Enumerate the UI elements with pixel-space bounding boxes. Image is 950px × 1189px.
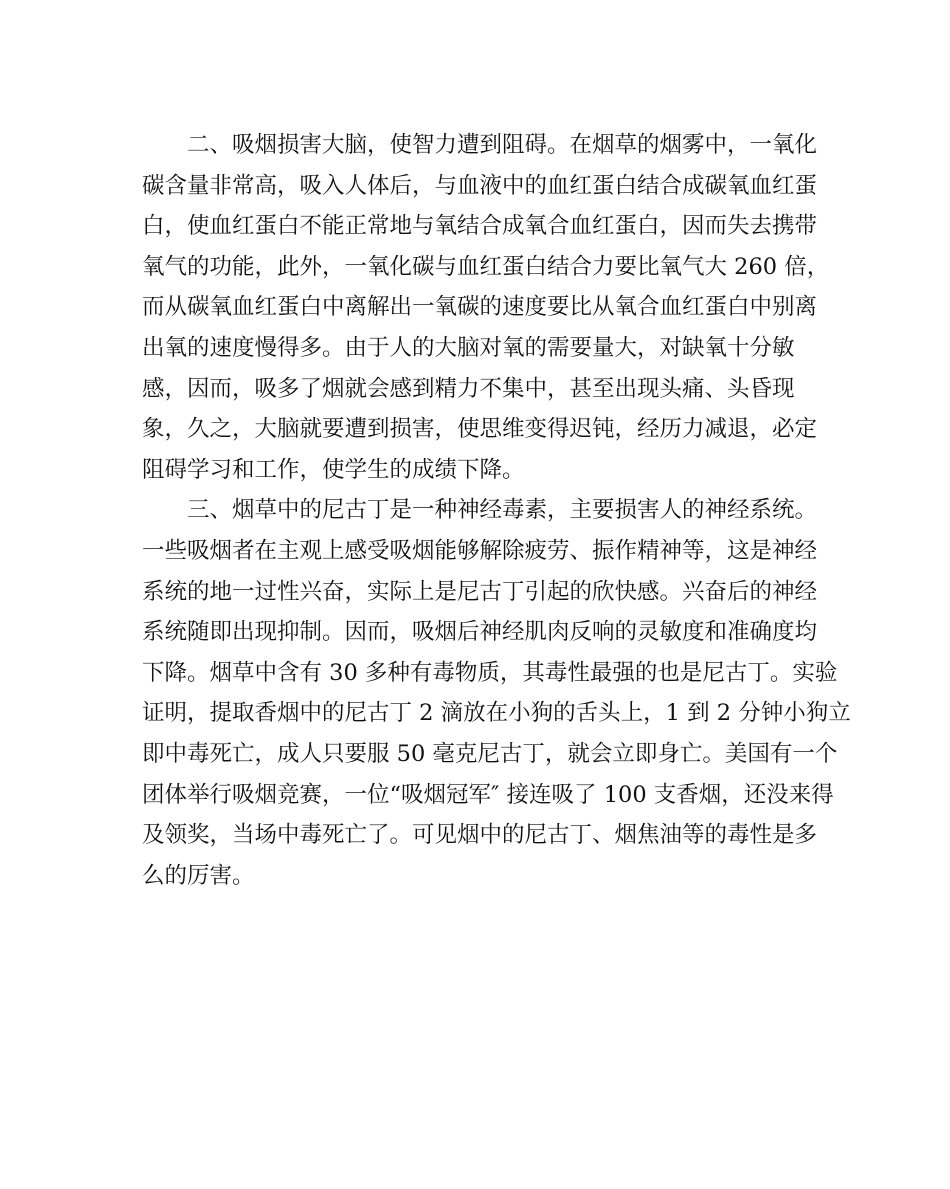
paragraph-line: 系统随即出现抑制。因而，吸烟后神经肌肉反响的灵敏度和准确度均 — [142, 619, 818, 646]
paragraph-line: 二、吸烟损害大脑，使智力遭到阻碍。在烟草的烟雾中，一氧化 — [187, 132, 818, 158]
paragraph-line: 氧气的功能，此外，一氧化碳与血红蛋白结合力要比氧气大 260 倍， — [142, 253, 830, 280]
paragraph-line: 阻碍学习和工作，使学生的成绩下降。 — [142, 456, 525, 483]
paragraph-brain-damage — [142, 125, 830, 490]
paragraph-line: 白，使血红蛋白不能正常地与氧结合成氧合血红蛋白，因而失去携带 — [142, 213, 818, 240]
document-body — [142, 125, 851, 896]
paragraph-line: 系统的地一过性兴奋，实际上是尼古丁引起的欣快感。兴奋后的神经 — [142, 578, 818, 605]
paragraph-line: 团体举行吸烟竞赛，一位“吸烟冠军″ 接连吸了 100 支香烟，还没来得 — [142, 781, 834, 808]
paragraph-line: 出氧的速度慢得多。由于人的大脑对氧的需要量大，对缺氧十分敏 — [142, 334, 795, 361]
paragraph-line: 证明，提取香烟中的尼古丁 2 滴放在小狗的舌头上，1 到 2 分钟小狗立 — [142, 700, 851, 727]
paragraph-line: 而从碳氧血红蛋白中离解出一氧碳的速度要比从氧合血红蛋白中别离 — [142, 294, 818, 321]
paragraph-line: 感，因而，吸多了烟就会感到精力不集中，甚至出现头痛、头昏现 — [142, 375, 795, 402]
paragraph-line: 及领奖，当场中毒死亡了。可见烟中的尼古丁、烟焦油等的毒性是多 — [142, 822, 818, 849]
paragraph-line: 三、烟草中的尼古丁是一种神经毒素，主要损害人的神经系统。 — [187, 497, 818, 524]
paragraph-nicotine-toxicity — [142, 490, 851, 896]
paragraph-line: 即中毒死亡，成人只要服 50 毫克尼古丁，就会立即身亡。美国有一个 — [142, 740, 838, 767]
paragraph-line: 象，久之，大脑就要遭到损害，使思维变得迟钝，经历力减退，必定 — [142, 416, 818, 443]
paragraph-line: 么的厉害。 — [142, 862, 255, 889]
paragraph-line: 下降。烟草中含有 30 多种有毒物质，其毒性最强的也是尼古丁。实验 — [142, 659, 838, 686]
paragraph-line: 一些吸烟者在主观上感受吸烟能够解除疲劳、振作精神等，这是神经 — [142, 537, 818, 564]
paragraph-line: 碳含量非常高，吸入人体后，与血液中的血红蛋白结合成碳氧血红蛋 — [142, 172, 818, 199]
